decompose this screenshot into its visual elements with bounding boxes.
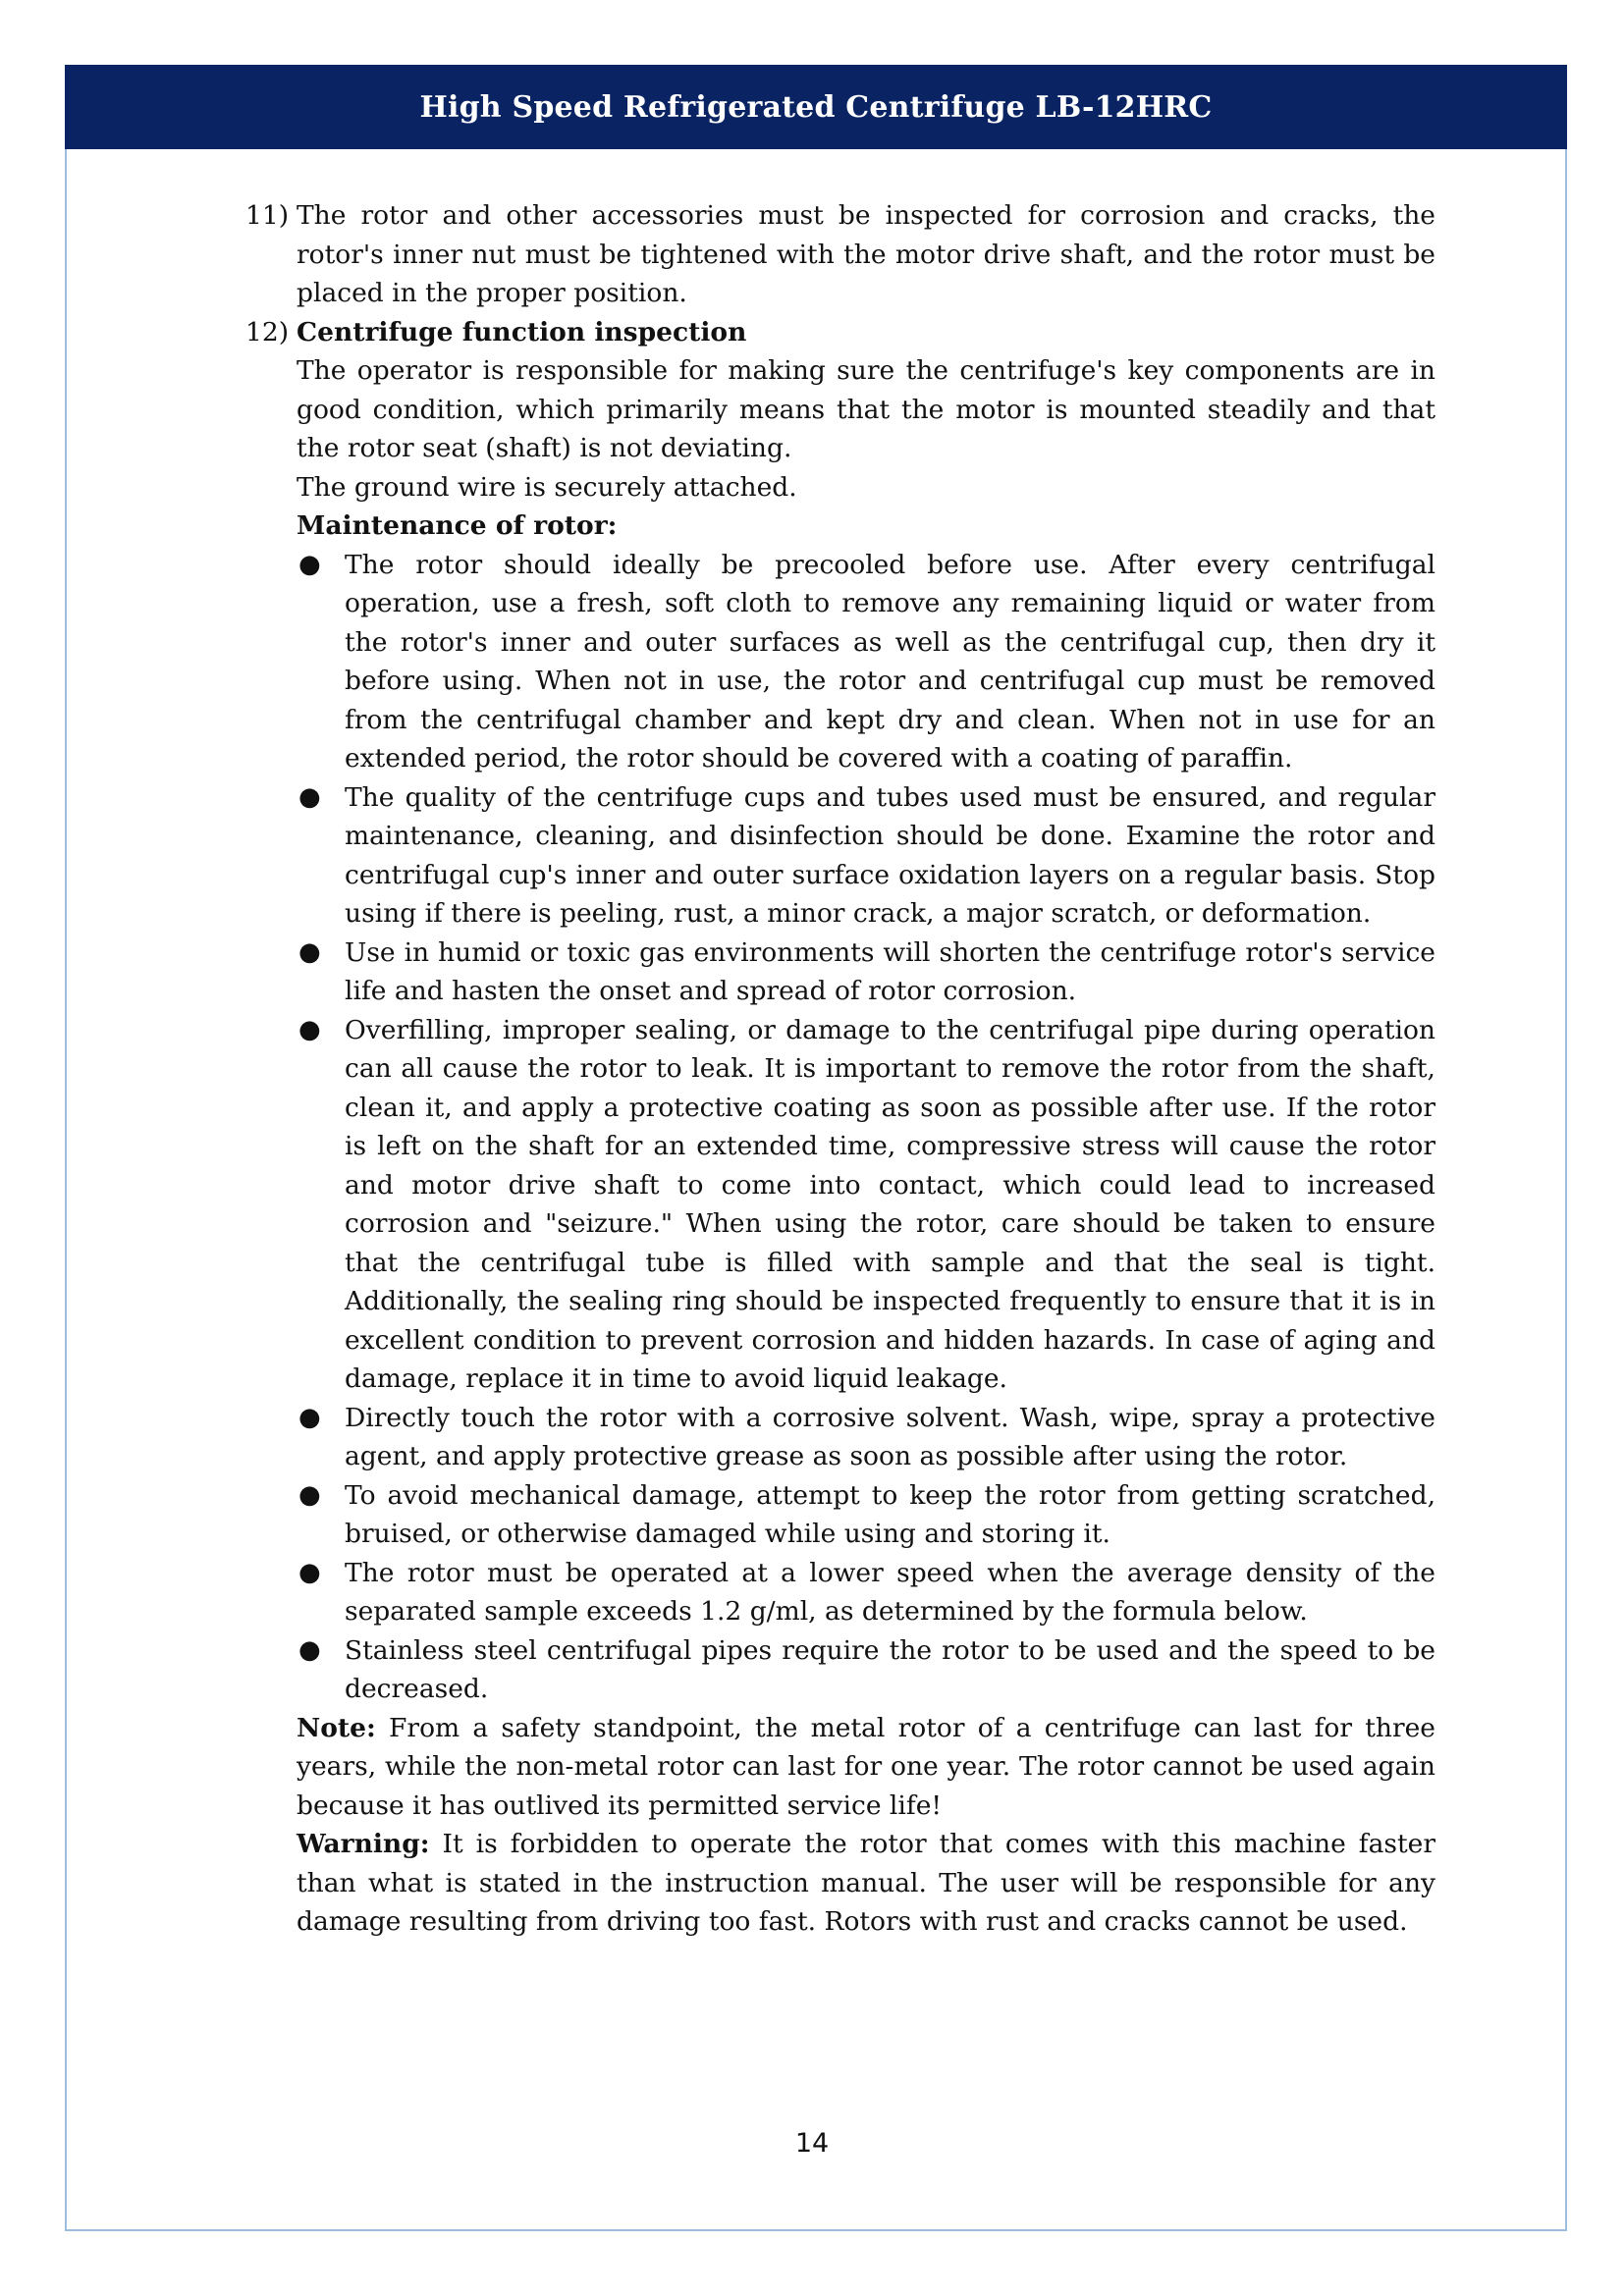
bullet-icon: ● (298, 1634, 321, 1665)
note-label: Note: (297, 1712, 376, 1743)
bullet-text: To avoid mechanical damage, attempt to keep the rotor from getting scratched, bruised, or otherwise damaged while using and storing it. (345, 1479, 1435, 1549)
bullet-icon: ● (298, 1557, 321, 1587)
list-item (245, 778, 1435, 934)
item-11-text: The rotor and other accessories must be inspected for corrosion and cracks, the rotor's inner nut must be tightened with the motor drive shaft, and the rotor must be placed in the proper position. (297, 200, 1435, 308)
warning-paragraph (245, 1825, 1435, 1942)
list-item (245, 1554, 1435, 1631)
item-12-number: 12) (245, 316, 290, 347)
bullet-text: The rotor must be operated at a lower speed when the average density of the separated sample exceeds 1.2 g/ml, as determined by the formula below. (345, 1557, 1435, 1627)
item-12-paragraph-1: The operator is responsible for making sure the centrifuge's key components are in good condition, which primarily means that the motor is mounted steadily and that the rotor seat (shaft) is not deviating. (297, 355, 1435, 463)
bullet-icon: ● (298, 1402, 321, 1432)
item-12 (245, 313, 1435, 352)
page-number: 14 (794, 2128, 830, 2159)
bullet-text: Overfilling, improper sealing, or damage to the centrifugal pipe during operation can all cause the rotor to leak. It is important to remove the rotor from the shaft, clean it, and apply a protective coating as soon as possible after use. If the rotor is left on the shaft for an extended time, compressive stress will cause the rotor and motor drive shaft to come into contact, which could lead to increased corrosion and "seizure." When using the rotor, care should be taken to ensure that the centrifugal tube is filled with sample and that the seal is tight. Additionally, the sealing ring should be inspected frequently to ensure that it is in excellent condition to prevent corrosion and hidden hazards. In case of aging and damage, replace it in time to avoid liquid leakage. (345, 1014, 1435, 1394)
note-text: From a safety standpoint, the metal rotor of a centrifuge can last for three years, while the non-metal rotor can last for one year. The rotor cannot be used again because it has outlived its permitted service life! (297, 1712, 1435, 1821)
item-11 (245, 196, 1435, 313)
item-12-paragraph-2: The ground wire is securely attached. (297, 471, 797, 503)
item-11-number: 11) (245, 200, 290, 231)
bullet-text: Stainless steel centrifugal pipes require the rotor to be used and the speed to be decreased. (345, 1634, 1435, 1704)
bullet-text: Use in humid or toxic gas environments will shorten the centrifuge rotor's service life and hasten the onset and spread of rotor corrosion. (345, 936, 1435, 1006)
list-item (245, 1399, 1435, 1476)
list-item (245, 546, 1435, 778)
warning-label: Warning: (297, 1829, 430, 1859)
bullet-icon: ● (298, 936, 321, 967)
item-12-heading: Centrifuge function inspection (297, 316, 747, 347)
bullet-text: The rotor should ideally be precooled before use. After every centrifugal operation, use a fresh, soft cloth to remove any remaining liquid or water from the rotor's inner and outer surfaces as well as the centrifugal cup, then dry it before using. When not in use, the rotor and centrifugal cup must be removed from the centrifugal chamber and kept dry and clean. When not in use for an extended period, the rotor should be covered with a coating of paraffin. (345, 549, 1435, 774)
page-content (245, 196, 1435, 1942)
maintenance-bullet-list (245, 546, 1435, 1709)
bullet-icon: ● (298, 1479, 321, 1510)
bullet-icon: ● (298, 549, 321, 579)
list-item (245, 1011, 1435, 1399)
document-title: High Speed Refrigerated Centrifuge LB-12HRC (419, 89, 1213, 125)
maintenance-subheading: Maintenance of rotor: (297, 510, 618, 541)
list-item (245, 1476, 1435, 1554)
bullet-icon: ● (298, 781, 321, 812)
header-bar (65, 65, 1567, 149)
note-paragraph (245, 1709, 1435, 1826)
list-item (245, 1631, 1435, 1709)
list-item (245, 934, 1435, 1011)
bullet-text: The quality of the centrifuge cups and tubes used must be ensured, and regular maintenance, cleaning, and disinfection should be done. Examine the rotor and centrifugal cup's inner and outer surface oxidation layers on a regular basis. Stop using if there is peeling, rust, a minor crack, a major scratch, or deformation. (345, 781, 1435, 929)
bullet-icon: ● (298, 1014, 321, 1044)
bullet-text: Directly touch the rotor with a corrosive solvent. Wash, wipe, spray a protective agent, and apply protective grease as soon as possible after using the rotor. (345, 1402, 1435, 1471)
warning-text: It is forbidden to operate the rotor that comes with this machine faster than what is stated in the instruction manual. The user will be responsible for any damage resulting from driving too fast. Rotors with rust and cracks cannot be used. (297, 1829, 1435, 1937)
